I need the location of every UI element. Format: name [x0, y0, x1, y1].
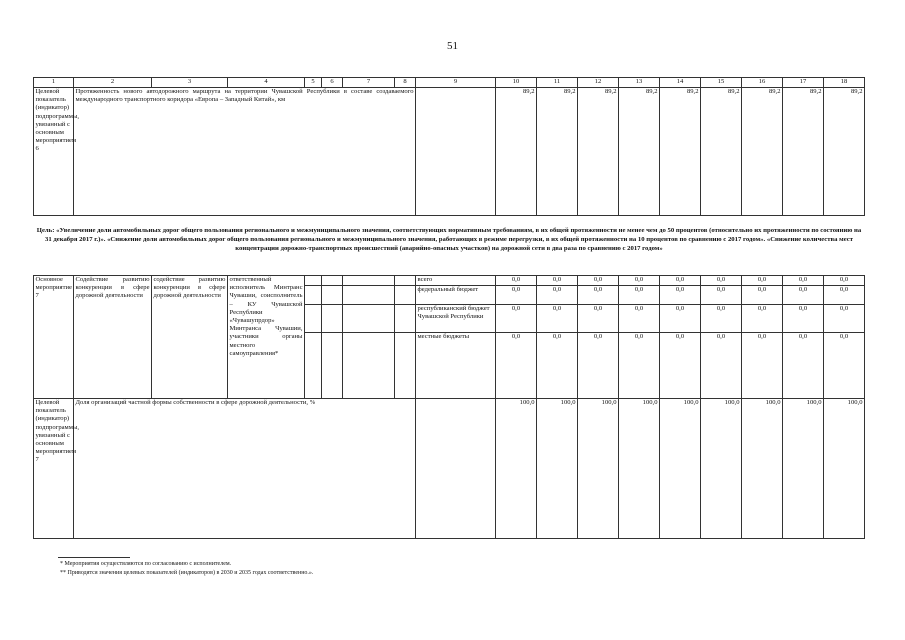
- value-cell: 100,0: [660, 399, 701, 539]
- source-name: федеральный бюджет: [416, 286, 496, 305]
- empty-cell: [395, 286, 416, 305]
- value-cell: 0,0: [783, 286, 824, 305]
- value-cell: 89,2: [824, 88, 865, 216]
- value-cell: 0,0: [742, 286, 783, 305]
- empty-cell: [322, 276, 343, 286]
- header-cell: 2: [74, 78, 152, 88]
- empty-cell: [343, 286, 395, 305]
- header-cell: 11: [537, 78, 578, 88]
- header-cell: 4: [228, 78, 305, 88]
- value-cell: 0,0: [660, 305, 701, 333]
- empty-cell: [343, 305, 395, 333]
- value-cell: 0,0: [496, 276, 537, 286]
- value-cell: 0,0: [742, 276, 783, 286]
- header-cell: 16: [742, 78, 783, 88]
- header-cell: 7: [343, 78, 395, 88]
- empty-cell: [305, 333, 322, 399]
- value-cell: 89,2: [701, 88, 742, 216]
- empty-cell: [416, 399, 496, 539]
- header-cell: 5: [305, 78, 322, 88]
- value-cell: 89,2: [660, 88, 701, 216]
- indicator-table-6: [33, 77, 865, 216]
- value-cell: 0,0: [660, 333, 701, 399]
- measure-table-7: [33, 275, 865, 539]
- header-cell: 17: [783, 78, 824, 88]
- page-number: 51: [447, 40, 458, 52]
- header-cell: 3: [152, 78, 228, 88]
- footnote-1: * Мероприятия осуществляются по согласованию с исполнителем.: [60, 561, 232, 567]
- value-cell: 0,0: [619, 286, 660, 305]
- value-cell: 0,0: [619, 305, 660, 333]
- value-cell: 100,0: [619, 399, 660, 539]
- value-cell: 0,0: [701, 305, 742, 333]
- value-cell: 0,0: [578, 276, 619, 286]
- empty-cell: [395, 276, 416, 286]
- value-cell: 89,2: [619, 88, 660, 216]
- header-cell: 12: [578, 78, 619, 88]
- value-cell: 0,0: [537, 286, 578, 305]
- value-cell: 0,0: [578, 305, 619, 333]
- value-cell: 0,0: [619, 333, 660, 399]
- value-cell: 100,0: [742, 399, 783, 539]
- source-row: [34, 276, 865, 286]
- header-cell: 14: [660, 78, 701, 88]
- measure-responsible: ответственный исполнитель Минтранс Чувашии, соисполнитель – КУ Чувашской Республики «Чувашупрдор» Минтранса Чувашии, участники органы местного самоуправления*: [228, 276, 305, 399]
- value-cell: 100,0: [824, 399, 865, 539]
- value-cell: 0,0: [537, 333, 578, 399]
- value-cell: 0,0: [742, 333, 783, 399]
- indicator-label: Целевой показатель (индикатор) подпрограммы, увязанный с основным мероприятием 7: [34, 399, 74, 539]
- value-cell: 0,0: [783, 333, 824, 399]
- value-cell: 0,0: [496, 286, 537, 305]
- empty-cell: [322, 286, 343, 305]
- value-cell: 89,2: [537, 88, 578, 216]
- measure-label: Основное мероприятие 7: [34, 276, 74, 399]
- empty-cell: [322, 333, 343, 399]
- value-cell: 100,0: [578, 399, 619, 539]
- value-cell: 0,0: [824, 276, 865, 286]
- value-cell: 0,0: [701, 333, 742, 399]
- empty-cell: [343, 276, 395, 286]
- value-cell: 0,0: [824, 305, 865, 333]
- header-cell: 1: [34, 78, 74, 88]
- value-cell: 100,0: [701, 399, 742, 539]
- header-cell: 18: [824, 78, 865, 88]
- value-cell: 0,0: [537, 276, 578, 286]
- value-cell: 0,0: [824, 333, 865, 399]
- value-cell: 0,0: [578, 333, 619, 399]
- value-cell: 0,0: [783, 305, 824, 333]
- indicator-label: Целевой показатель (индикатор) подпрограммы, увязанный с основным мероприятием 6: [34, 88, 74, 216]
- value-cell: 0,0: [783, 276, 824, 286]
- empty-cell: [322, 305, 343, 333]
- value-cell: 0,0: [496, 305, 537, 333]
- value-cell: 0,0: [496, 333, 537, 399]
- value-cell: 0,0: [742, 305, 783, 333]
- header-cell: 6: [322, 78, 343, 88]
- empty-cell: [395, 333, 416, 399]
- value-cell: 100,0: [537, 399, 578, 539]
- header-cell: 15: [701, 78, 742, 88]
- header-cell: 10: [496, 78, 537, 88]
- value-cell: 0,0: [537, 305, 578, 333]
- indicator-row-7: [34, 399, 865, 539]
- indicator-description: Протяженность нового автодорожного маршрута на территории Чувашской Республики в составе создаваемого международного транспортного коридора «Европа – Западный Китай», км: [74, 88, 416, 216]
- empty-cell: [305, 286, 322, 305]
- measure-col3: содействие развитию конкуренции в сфере дорожной деятельности: [152, 276, 228, 399]
- empty-cell: [343, 333, 395, 399]
- value-cell: 100,0: [496, 399, 537, 539]
- value-cell: 0,0: [701, 276, 742, 286]
- header-cell: 9: [416, 78, 496, 88]
- value-cell: 0,0: [578, 286, 619, 305]
- value-cell: 89,2: [742, 88, 783, 216]
- value-cell: 0,0: [619, 276, 660, 286]
- value-cell: 89,2: [578, 88, 619, 216]
- empty-cell: [305, 305, 322, 333]
- header-cell: 8: [395, 78, 416, 88]
- goal-text: Цель: «Увеличение доли автомобильных дорог общего пользования регионального и межмуниципального значения, соответствующих нормативным требованиям, в их общей протяженности не менее чем до 50 процентов (относительно их протяженности по состоянию на 31 декабря 2017 г.)». «Снижение доли автомобильных дорог общего пользования регионального и межмуниципального значения, работающих в режиме перегрузки, в их общей протяженности на 10 процентов по сравнению с 2017 годом». «Снижение количества мест концентрации дорожно-транспортных происшествий (аварийно-опасных участков) на дорожной сети в два раза по сравнению с 2017 годом»: [36, 227, 862, 252]
- source-name: всего: [416, 276, 496, 286]
- footnote-divider: [58, 557, 130, 558]
- value-cell: 0,0: [660, 286, 701, 305]
- value-cell: 0,0: [824, 286, 865, 305]
- value-cell: 0,0: [701, 286, 742, 305]
- empty-cell: [395, 305, 416, 333]
- empty-cell: [416, 88, 496, 216]
- footnote-2: ** Приводятся значения целевых показателей (индикаторов) в 2030 и 2035 годах соответственно.».: [60, 570, 314, 576]
- source-name: местные бюджеты: [416, 333, 496, 399]
- value-cell: 100,0: [783, 399, 824, 539]
- value-cell: 89,2: [496, 88, 537, 216]
- header-cell: 13: [619, 78, 660, 88]
- indicator-description: Доля организаций частной формы собственности в сфере дорожной деятельности, %: [74, 399, 416, 539]
- empty-cell: [305, 276, 322, 286]
- measure-col2: Содействие развитию конкуренции в сфере дорожной деятельности: [74, 276, 152, 399]
- value-cell: 89,2: [783, 88, 824, 216]
- value-cell: 0,0: [660, 276, 701, 286]
- source-name: республиканский бюджет Чувашской Республики: [416, 305, 496, 333]
- header-row: [34, 78, 865, 88]
- indicator-row-6: [34, 88, 865, 216]
